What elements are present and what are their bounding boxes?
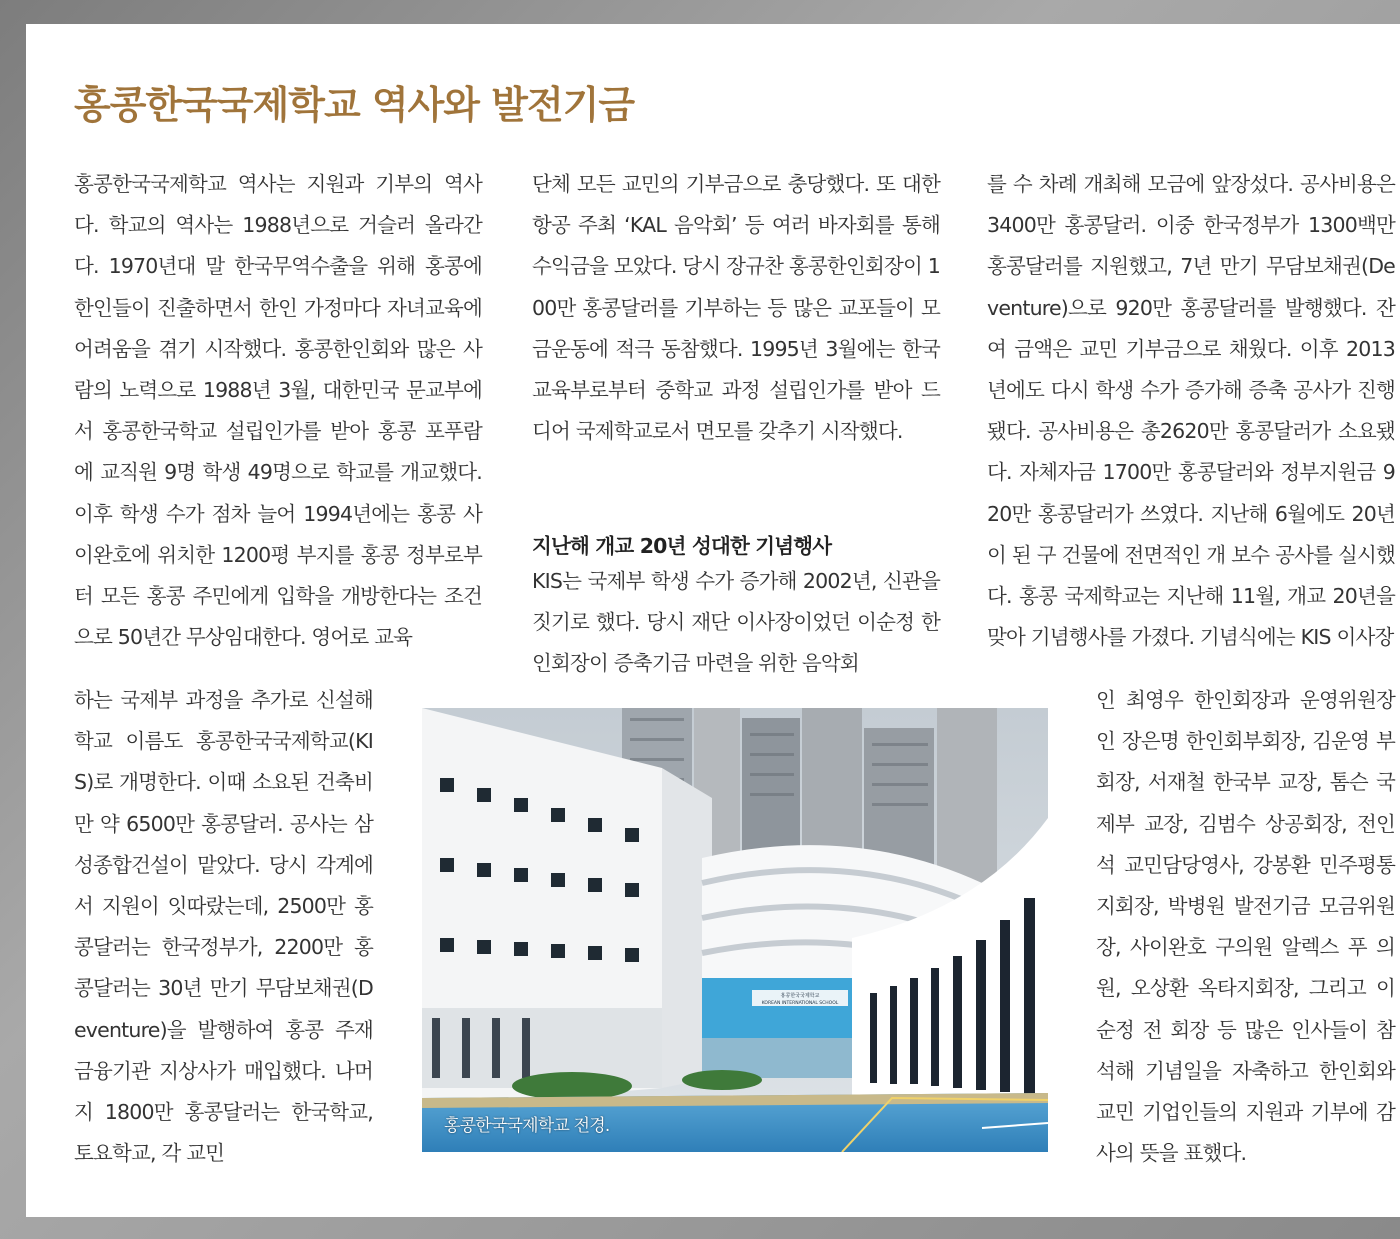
sign-korean-text: 홍콩한국국제학교 [780, 993, 820, 999]
article-title: 홍콩한국국제학교 역사와 발전기금 [74, 83, 635, 127]
sign-english-text: KOREAN INTERNATIONAL SCHOOL [761, 1001, 839, 1006]
school-building-illustration [422, 708, 1048, 1152]
school-photo [422, 708, 1048, 1152]
column-2-top-text: 단체 모든 교민의 기부금으로 충당했다. 또 대한항공 주최 ‘KAL 음악회’ 등 여러 바자회를 통해 수익금을 모았다. 당시 장규찬 홍콩한인회장이 100만 홍콩달러를 기부하는 등 많은 교포들이 모금운동에 적극 동참했다. 1995년 3월에는 한국 교육부로부터 중학교 과정 설립인가를 받아 드디어 국제학교로서 면모를 갖추기 시작했다. [532, 172, 940, 444]
column-3-bottom-text: 인 최영우 한인회장과 운영위원장인 장은명 한인회부회장, 김운영 부회장, 서재철 한국부 교장, 톰슨 국제부 교장, 김범수 상공회장, 전인석 교민담당영사, 강봉환 민주평통지회장, 박병원 발전기금 모금위원장, 사이완호 구의원 알렉스 푸 의원, 오상환 옥타지회장, 그리고 이순정 전 회장 등 많은 인사들이 참석해 기념일을 자축하고 한인회와 교민 기업인들의 지원과 기부에 감사의 뜻을 표했다. [1096, 688, 1395, 1166]
column-1-bottom-text: 하는 국제부 과정을 추가로 신설해 학교 이름도 홍콩한국국제학교(KIS)로 개명한다. 이때 소요된 건축비만 약 6500만 홍콩달러. 공사는 삼성종합건설이 맡았다. 당시 각계에서 지원이 잇따랐는데, 2500만 홍콩달러는 한국정부가, 2200만 홍콩달러는 30년 만기 무담보채권(Deventure)을 발행하여 홍콩 주재 금융기관 지상사가 매입했다. 나머지 1800만 홍콩달러는 한국학교, 토요학교, 각 교민 [74, 688, 373, 1166]
column-1-top-text: 홍콩한국국제학교 역사는 지원과 기부의 역사다. 학교의 역사는 1988년으로 거슬러 올라간다. 1970년대 말 한국무역수출을 위해 홍콩에 한인들이 진출하면서 한인 가정마다 자녀교육에 어려움을 겪기 시작했다. 홍콩한인회와 많은 사람의 노력으로 1988년 3월, 대한민국 문교부에서 홍콩한국학교 설립인가를 받아 홍콩 포푸람에 교직원 9명 학생 49명으로 학교를 개교했다. 이후 학생 수가 점차 늘어 1994년에는 홍콩 사이완호에 위치한 1200평 부지를 홍콩 정부로부터 모든 홍콩 주민에게 입학을 개방한다는 조건으로 50년간 무상임대한다. 영어로 교육 [74, 172, 482, 650]
section-subheading: 지난해 개교 20년 성대한 기념행사 [532, 534, 832, 558]
column-3-top-text: 를 수 차례 개최해 모금에 앞장섰다. 공사비용은 3400만 홍콩달러. 이중 한국정부가 1300백만 홍콩달러를 지원했고, 7년 만기 무담보채권(Deventure)으로 920만 홍콩달러를 발행했다. 잔여 금액은 교민 기부금으로 채웠다. 이후 2013년에도 다시 학생 수가 증가해 증축 공사가 진행됐다. 공사비용은 총2620만 홍콩달러가 소요됐다. 자체자금 1700만 홍콩달러와 정부지원금 920만 홍콩달러가 쓰였다. 지난해 6월에도 20년이 된 구 건물에 전면적인 개 보수 공사를 실시했다. 홍콩 국제학교는 지난해 11월, 개교 20년을 맞아 기념행사를 가졌다. 기념식에는 KIS 이사장 [987, 172, 1395, 650]
column-2-bottom-text: KIS는 국제부 학생 수가 증가해 2002년, 신관을 짓기로 했다. 당시 재단 이사장이었던 이순정 한인회장이 증축기금 마련을 위한 음악회 [532, 569, 940, 676]
photo-caption: 홍콩한국국제학교 전경. [444, 1116, 610, 1136]
